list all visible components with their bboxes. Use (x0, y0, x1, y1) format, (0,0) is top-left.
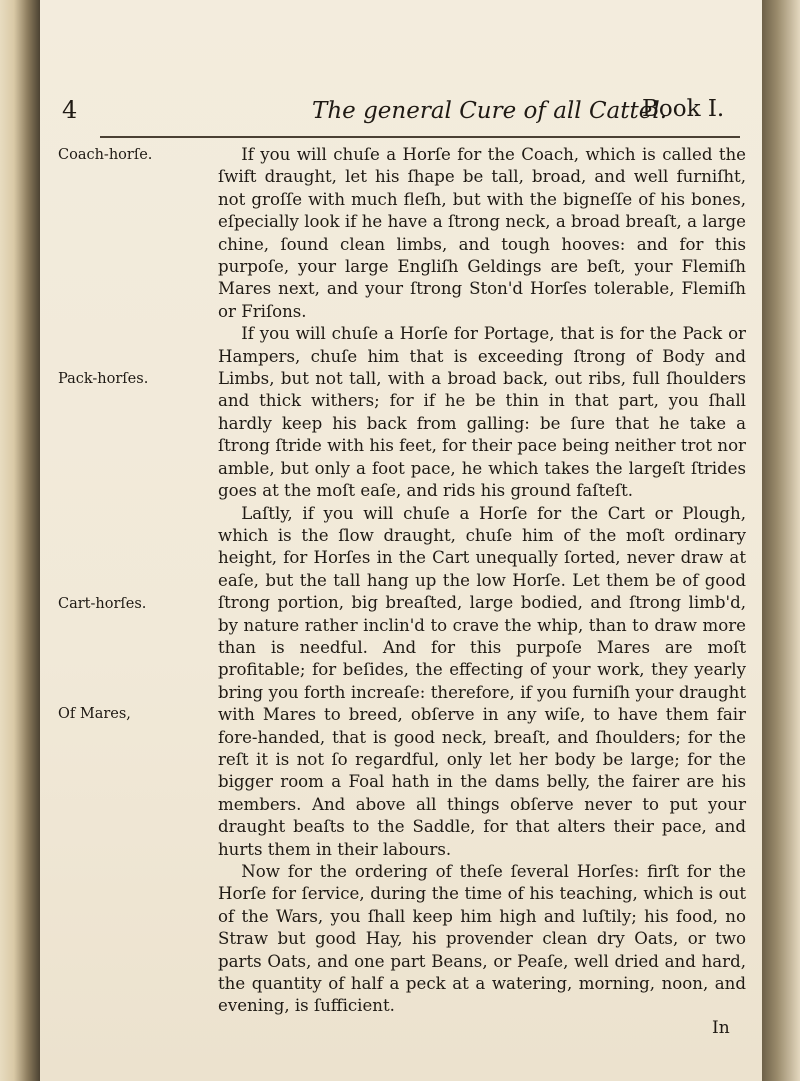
page-header (40, 96, 762, 136)
body-text (218, 144, 746, 1018)
book-page (40, 0, 762, 1081)
page-number: 4 (62, 96, 79, 124)
book-binding-shadow (0, 0, 40, 1081)
margin-note-of-mares: Of Mares, (58, 706, 131, 722)
paragraph-coach-horse: If you will chuſe a Horſe for the Coach, which is called the ſwift draught, let his ſhape be tall, broad, and well furniſht, not groſſe with much fleſh, but with the bigneſſe of his bones, eſpecially look if he have a ſtrong neck, a broad breaſt, a large chine, ſound clean limbs, and tough hooves: and for this purpoſe, your large Engliſh Geldings are beſt, your Flemiſh Mares next, and your ſtrong Ston'd Horſes tolerable, Flemiſh or Friſons. (218, 145, 746, 321)
paragraph-ordering: Now for the ordering of theſe ſeveral Horſes: firſt for the Horſe for ſervice, during the time of his teaching, which is out of the Wars, you ſhall keep him high and luſtily; his food, no Straw but good Hay, his provender clean dry Oats, or two parts Oats, and one part Beans, or Peaſe, well dried and hard, the quantity of half a peck at a watering, morning, noon, and evening, is ſufficient. (218, 862, 746, 1016)
facing-page-edge (762, 0, 800, 1081)
margin-note-coach-horse: Coach-horſe. (58, 147, 153, 163)
book-label: Book I. (642, 96, 725, 122)
running-title: The general Cure of all Cattel. (312, 98, 668, 124)
margin-note-pack-horses: Pack-horſes. (58, 371, 149, 387)
margin-note-cart-horses: Cart-horſes. (58, 596, 147, 612)
catchword: In (712, 1018, 730, 1038)
paragraph-cart-horses: Laſtly, if you will chuſe a Horſe for the Cart or Plough, which is the ſlow draught, chuſe him of the moſt ordinary height, for Horſes in the Cart unequally ſorted, never draw at eaſe, but the tall hang up the low Horſe. Let them be of good ſtrong portion, big breaſted, large bodied, and ſtrong limb'd, by nature rather inclin'd to crave the whip, than to draw more than is needful. And for this purpoſe Mares are moſt profitable; for beſides, the effecting of your work, they yearly bring you forth increaſe: therefore, if you furniſh your draught with Mares to breed, obſerve in any wiſe, to have them fair fore-handed, that is good neck, breaſt, and ſhoulders; for the reſt it is not ſo regardful, only let her body be large; for the bigger room a Foal hath in the dams belly, the fairer are his members. And above all things obſerve never to put your draught beaſts to the Saddle, for that alters their pace, and hurts them in their labours. (218, 503, 746, 859)
paragraph-pack-horses: If you will chuſe a Horſe for Portage, that is for the Pack or Hampers, chuſe him that is exceeding ſtrong of Body and Limbs, but not tall, with a broad back, out ribs, full ſhoulders and thick withers; for if he be thin in that part, you ſhall hardly keep his back from galling: be ſure that he take a ſtrong ſtride with his feet, for their pace being neither trot nor amble, but only a foot pace, he which takes the largeſt ſtrides goes at the moſt eaſe, and rids his ground faſteſt. (218, 324, 746, 501)
header-rule (100, 136, 740, 138)
